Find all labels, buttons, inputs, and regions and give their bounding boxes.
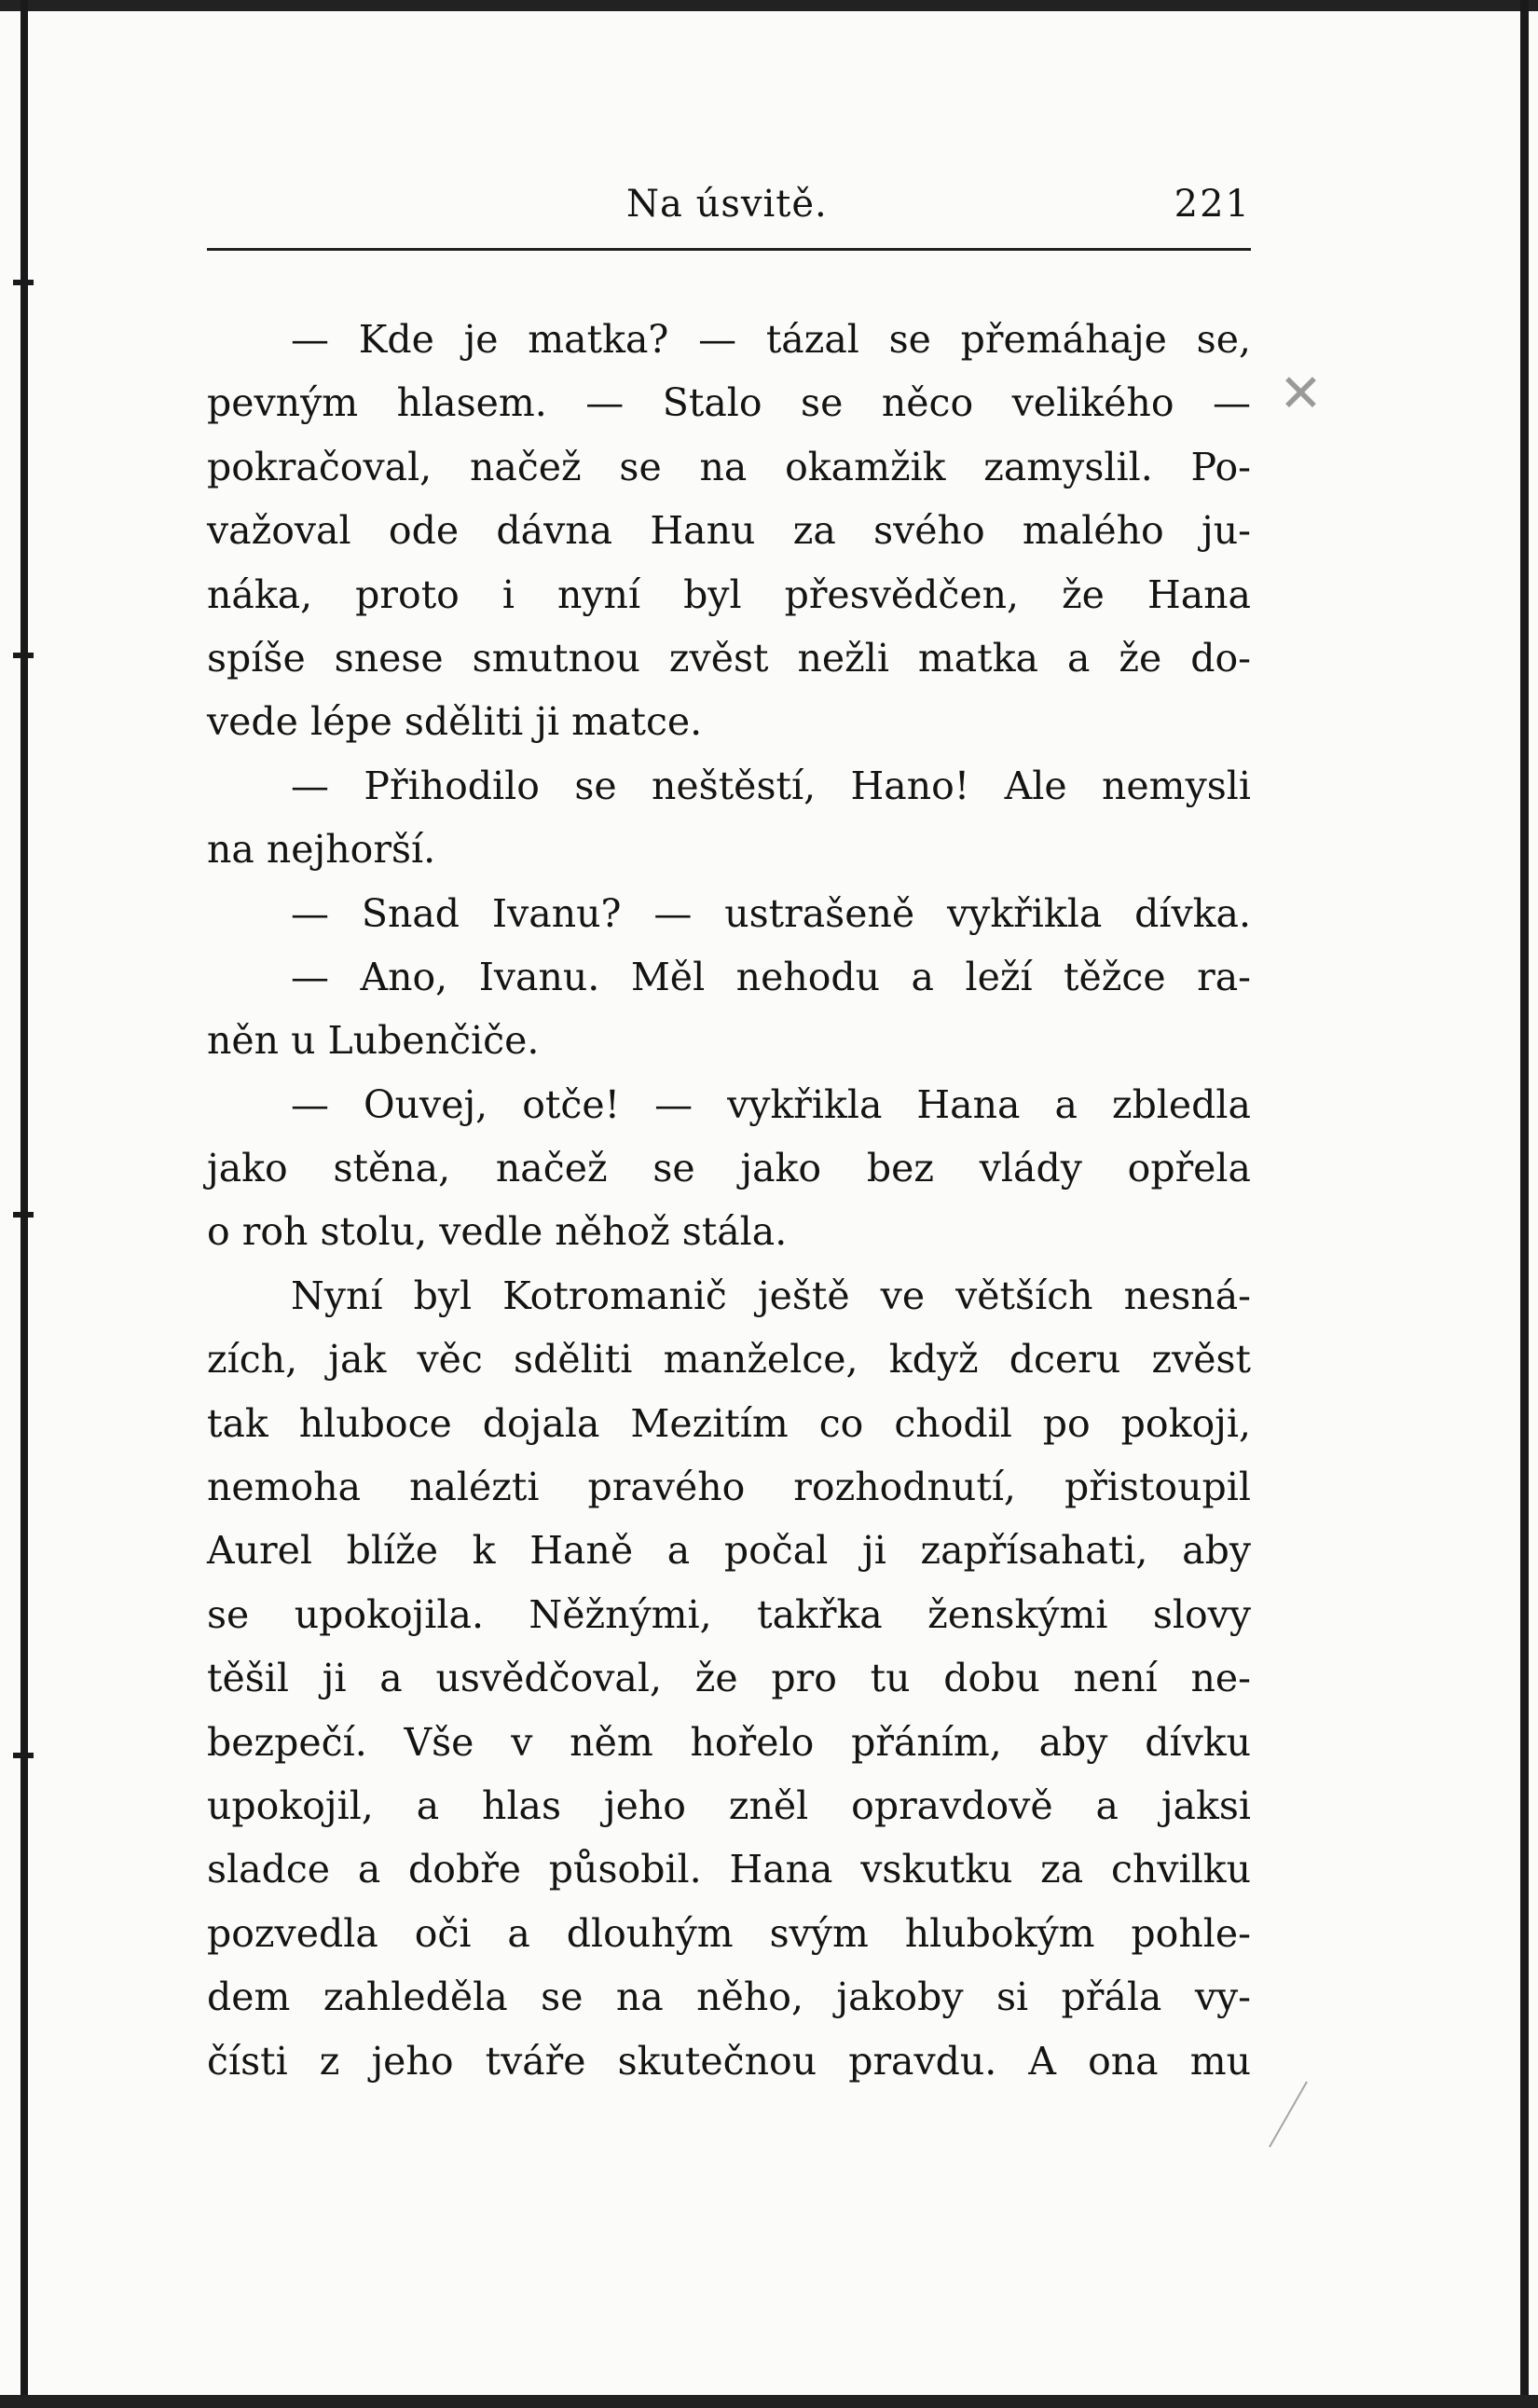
binding-mark: [13, 1753, 34, 1758]
text-line: spíše snese smutnou zvěst nežli matka a že do-: [207, 635, 1251, 681]
text-line: važoval ode dávna Hanu za svého malého ju-: [207, 508, 1251, 554]
running-title: Na úsvitě.: [626, 183, 828, 226]
text-line: něn u Lubenčiče.: [207, 1018, 540, 1064]
text-line: — Ano, Ivanu. Měl nehodu a leží těžce ra-: [291, 954, 1251, 999]
text-line: náka, proto i nyní byl přesvědčen, že Hana: [207, 571, 1251, 617]
text-line: Nyní byl Kotromanič ještě ve větších nesná-: [291, 1273, 1251, 1318]
text-line: — Snad Ivanu? — ustrašeně vykřikla dívka.: [291, 890, 1251, 936]
pencil-mark-icon: ✕: [1279, 364, 1323, 424]
scan-border-left: [21, 0, 28, 2408]
running-head: [207, 183, 1251, 239]
text-line: upokojil, a hlas jeho zněl opravdově a jaksi: [207, 1782, 1251, 1828]
text-line: — Kde je matka? — tázal se přemáhaje se,: [291, 317, 1251, 362]
binding-mark: [13, 280, 34, 285]
scan-border-top: [0, 0, 1538, 11]
text-line: čísti z jeho tváře skutečnou pravdu. A ona mu: [207, 2038, 1251, 2084]
text-line: — Ouvej, otče! — vykřikla Hana a zbledla: [291, 1081, 1251, 1127]
text-line: vede lépe sděliti ji matce.: [207, 699, 703, 745]
header-rule: [207, 248, 1251, 251]
text-line: pokračoval, načež se na okamžik zamyslil. Po-: [207, 444, 1251, 489]
text-line: se upokojila. Něžnými, takřka ženskými slovy: [207, 1591, 1251, 1637]
text-line: jako stěna, načež se jako bez vlády opřela: [207, 1146, 1251, 1191]
text-line: sladce a dobře působil. Hana vskutku za chvilku: [207, 1847, 1251, 1892]
text-line: — Přihodilo se neštěstí, Hano! Ale nemysli: [291, 763, 1251, 808]
text-line: o roh stolu, vedle něhož stála.: [207, 1209, 788, 1255]
page-number: 221: [1174, 183, 1251, 226]
pencil-slash-icon: [1260, 2077, 1316, 2152]
text-line: těšil ji a usvědčoval, že pro tu dobu není ne-: [207, 1656, 1251, 1701]
text-line: pevným hlasem. — Stalo se něco velikého —: [207, 380, 1251, 426]
text-line: zích, jak věc sděliti manželce, když dceru zvěst: [207, 1337, 1251, 1383]
text-line: nemoha nalézti pravého rozhodnutí, přistoupil: [207, 1465, 1251, 1510]
text-line: tak hluboce dojala Mezitím co chodil po pokoji,: [207, 1400, 1251, 1446]
text-line: dem zahleděla se na něho, jakoby si přála vy-: [207, 1975, 1251, 2020]
text-line: Aurel blíže k Haně a počal ji zapřísahati, aby: [207, 1528, 1251, 1574]
text-line: na nejhorší.: [207, 827, 436, 873]
scan-border-right: [1520, 0, 1529, 2408]
body-text: [207, 308, 1251, 2093]
text-line: bezpečí. Vše v něm hořelo přáním, aby dívku: [207, 1719, 1251, 1765]
binding-mark: [13, 653, 34, 658]
binding-mark: [13, 1212, 34, 1218]
scan-border-bottom: [0, 2395, 1538, 2408]
text-line: pozvedla oči a dlouhým svým hlubokým pohle-: [207, 1910, 1251, 1956]
